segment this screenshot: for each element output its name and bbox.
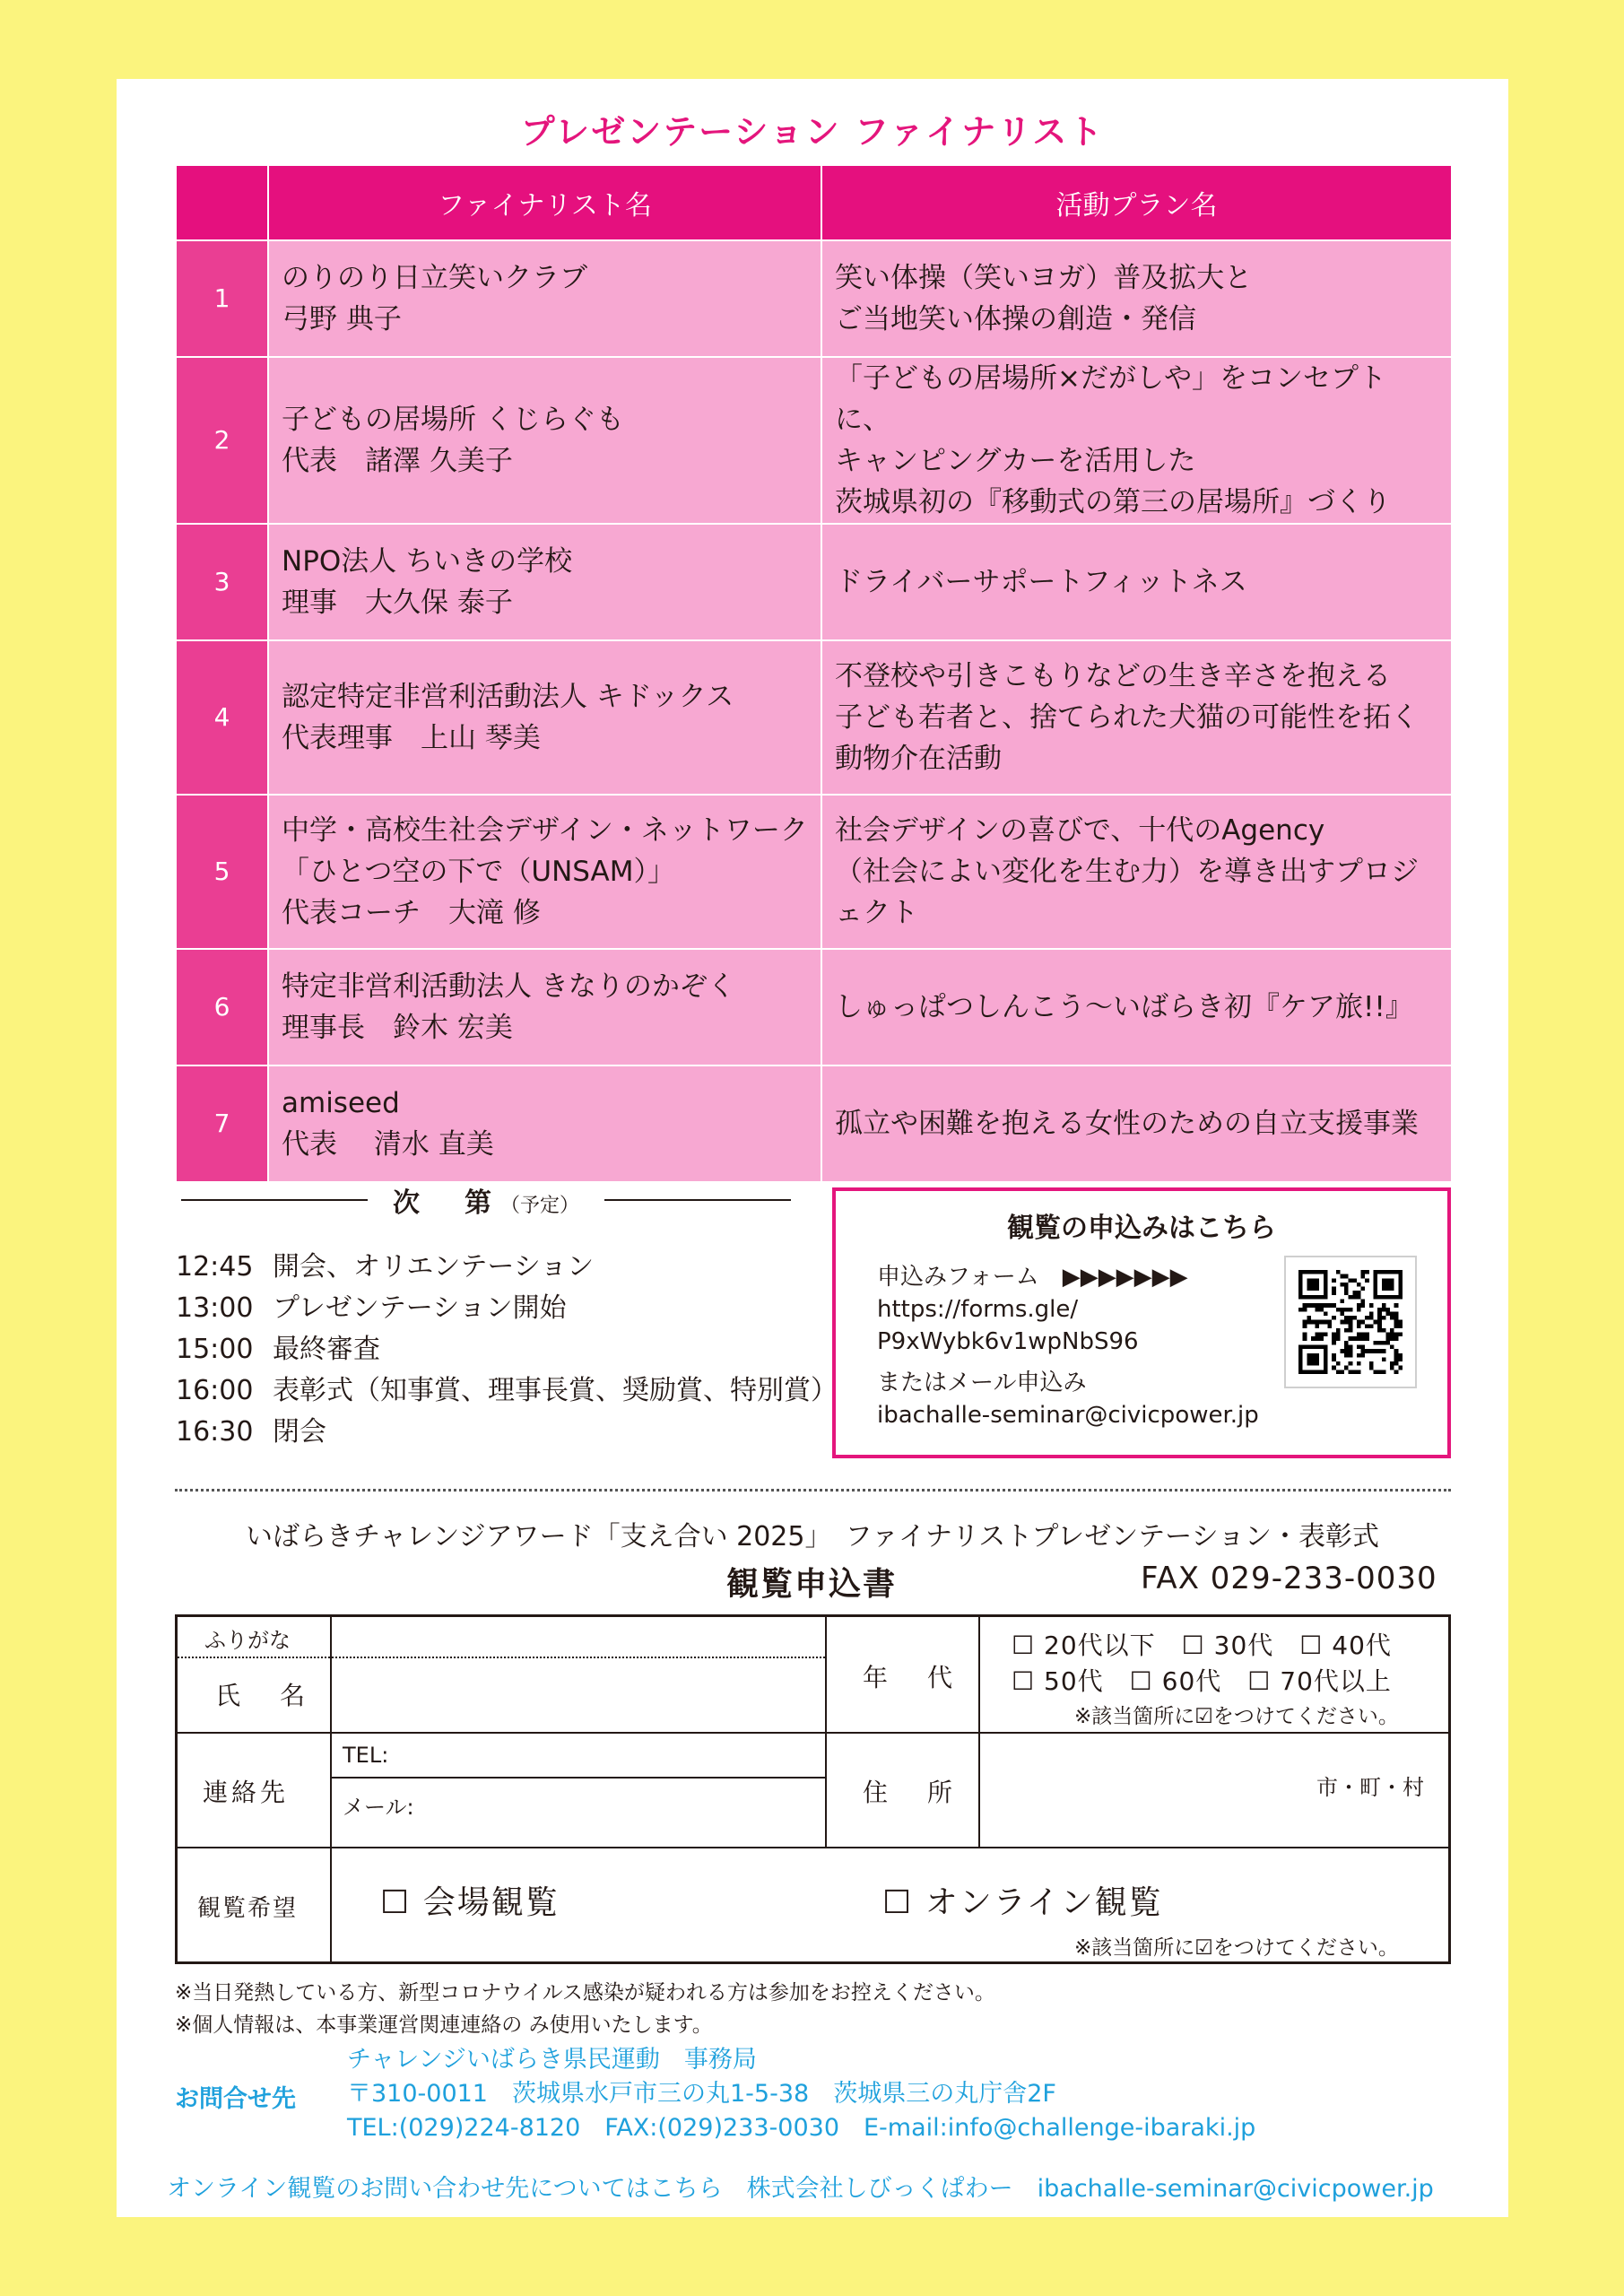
- furigana-label: ふりがな: [204, 1628, 291, 1653]
- schedule-label: 最終審査: [273, 1334, 380, 1365]
- apply-title: 観覧の申込みはこちら: [1007, 1213, 1276, 1244]
- name-label: 氏 名: [215, 1681, 313, 1710]
- row-number: 6: [176, 949, 268, 1065]
- table-row: [176, 949, 1452, 1065]
- finalist-name: [268, 524, 821, 640]
- flyer-page: [117, 79, 1508, 2217]
- tel-field[interactable]: [402, 1739, 820, 1771]
- apply-mail[interactable]: ibachalle-seminar@civicpower.jp: [877, 1402, 1259, 1429]
- plan-name: [821, 357, 1452, 524]
- finalist-name: [268, 1065, 821, 1182]
- cell-line: ドライバーサポートフィットネス: [835, 566, 1247, 598]
- row-number: 1: [176, 240, 268, 357]
- contact-head: お問合せ先: [175, 2085, 296, 2113]
- note-privacy: ※個人情報は、本事業運営関連連絡の み使用いたします。: [175, 2013, 713, 2037]
- cell-line: 子ども若者と、捨てられた犬猫の可能性を拓く: [835, 701, 1419, 734]
- divider: [604, 1199, 791, 1201]
- age-options-row1[interactable]: ☐ 20代以下 ☐ 30代 ☐ 40代: [1012, 1631, 1392, 1660]
- online-contact: オンライン観覧のお問い合わせ先についてはこちら 株式会社しびっくぱわー ibachalle-seminar@civicpower.jp: [167, 2175, 1434, 2203]
- schedule-item: [176, 1370, 838, 1412]
- contact-address: 〒310-0011 茨城県水戸市三の丸1-5-38 茨城県三の丸庁舎2F: [347, 2080, 1056, 2108]
- apply-form-label: 申込みフォーム ▶▶▶▶▶▶▶: [877, 1264, 1188, 1291]
- cut-line: [175, 1489, 1451, 1492]
- check-note-2: ※該当箇所に☑をつけてください。: [1074, 1936, 1399, 1960]
- cell-line: 代表コーチ 大滝 修: [282, 897, 541, 929]
- row-number: 3: [176, 524, 268, 640]
- cell-line: ご当地笑い体操の創造・発信: [835, 303, 1196, 335]
- contact-org: チャレンジいばらき県民運動 事務局: [347, 2046, 757, 2074]
- plan-name: [821, 949, 1452, 1065]
- cell-line: 「ひとつ空の下で（UNSAM）」: [282, 856, 675, 888]
- cell-line: 中学・高校生社会デザイン・ネットワーク: [282, 814, 808, 847]
- schedule-time: 16:30: [176, 1416, 254, 1448]
- cell-line: 代表 諸澤 久美子: [282, 445, 513, 477]
- schedule-time: 16:00: [176, 1375, 254, 1406]
- contact-label: 連絡先: [203, 1778, 290, 1807]
- age-label: 年 代: [863, 1663, 960, 1692]
- finalist-name: [268, 357, 821, 524]
- table-row: [176, 524, 1452, 640]
- apply-box: [832, 1187, 1451, 1458]
- header-plan: 活動プラン名: [821, 165, 1452, 240]
- finalist-name: [268, 640, 821, 795]
- plan-name: [821, 240, 1452, 357]
- finalist-name: [268, 795, 821, 949]
- section-title: プレゼンテーション ファイナリスト: [520, 112, 1105, 152]
- finalist-name: [268, 949, 821, 1065]
- schedule-time: 12:45: [176, 1251, 254, 1283]
- mail-field[interactable]: [420, 1784, 820, 1839]
- age-options-row2[interactable]: ☐ 50代 ☐ 60代 ☐ 70代以上: [1012, 1666, 1392, 1696]
- schedule-item: [176, 1247, 838, 1288]
- address-label: 住 所: [863, 1778, 960, 1807]
- row-number: 2: [176, 357, 268, 524]
- schedule-item: [176, 1288, 838, 1329]
- cell-line: 笑い体操（笑いヨガ）普及拡大と: [835, 262, 1253, 294]
- schedule-note: （予定）: [500, 1195, 580, 1217]
- plan-name: [821, 524, 1452, 640]
- cell-line: 不登校や引きこもりなどの生き辛さを抱える: [835, 660, 1391, 692]
- plan-name: [821, 795, 1452, 949]
- cell-line: （社会によい変化を生む力）を導き出すプロジェクト: [835, 856, 1419, 929]
- name-field[interactable]: [335, 1662, 820, 1726]
- note-fever: ※当日発熱している方、新型コロナウイルス感染が疑われる方は参加をお控えください。: [175, 1981, 995, 2005]
- cell-line: 「子どもの居場所×だがしや」をコンセプトに、: [835, 362, 1386, 436]
- schedule-label: 開会、オリエンテーション: [273, 1251, 595, 1283]
- finalists-table: [175, 164, 1453, 1183]
- cell-line: 動物介在活動: [835, 743, 1002, 775]
- cell-line: 茨城県初の『移動式の第三の居場所』づくり: [835, 486, 1391, 518]
- schedule-label: 閉会: [273, 1416, 326, 1448]
- divider: [181, 1199, 368, 1201]
- cell-line: 代表理事 上山 琴美: [282, 722, 541, 754]
- schedule-label: プレゼンテーション開始: [273, 1292, 567, 1324]
- cell-line: amiseed: [282, 1087, 400, 1119]
- apply-url-code[interactable]: P9xWybk6v1wpNbS96: [877, 1328, 1139, 1355]
- row-number: 7: [176, 1065, 268, 1182]
- table-row: [176, 357, 1452, 524]
- cell-line: 特定非営利活動法人 きなりのかぞく: [282, 970, 735, 1003]
- header-num: [176, 165, 268, 240]
- fax-number: FAX 029-233-0030: [1141, 1561, 1437, 1596]
- header-finalist: ファイナリスト名: [268, 165, 821, 240]
- application-form: [175, 1614, 1451, 1964]
- finalist-name: [268, 240, 821, 357]
- table-row: [176, 795, 1452, 949]
- tel-label: TEL:: [343, 1743, 389, 1768]
- table-header-row: [176, 165, 1452, 240]
- plan-name: [821, 1065, 1452, 1182]
- cell-line: NPO法人 ちいきの学校: [282, 545, 573, 578]
- table-row: [176, 1065, 1452, 1182]
- cell-line: 孤立や困難を抱える女性のための自立支援事業: [835, 1108, 1419, 1140]
- viewing-label: 観覧希望: [197, 1895, 299, 1922]
- contact-tel: TEL:(029)224-8120 FAX:(029)233-0030 E-mail:info@challenge-ibaraki.jp: [347, 2114, 1256, 2142]
- qr-code-icon[interactable]: [1284, 1256, 1417, 1388]
- schedule-item: [176, 1412, 838, 1453]
- venue-option[interactable]: ☐ 会場観覧: [380, 1884, 560, 1921]
- row-number: 4: [176, 640, 268, 795]
- schedule-heading: [181, 1182, 791, 1218]
- schedule-item: [176, 1329, 838, 1370]
- schedule-time: 15:00: [176, 1334, 254, 1365]
- cell-line: 弓野 典子: [282, 303, 402, 335]
- table-row: [176, 240, 1452, 357]
- row-number: 5: [176, 795, 268, 949]
- cell-line: 理事 大久保 泰子: [282, 587, 513, 619]
- cell-line: キャンピングカーを活用した: [835, 445, 1196, 477]
- check-note: ※該当箇所に☑をつけてください。: [1074, 1705, 1399, 1728]
- table-row: [176, 640, 1452, 795]
- city-label: 市・町・村: [1316, 1775, 1424, 1800]
- schedule-time: 13:00: [176, 1292, 254, 1324]
- apply-mail-label: またはメール申込み: [877, 1370, 1087, 1396]
- mail-label: メール:: [343, 1795, 414, 1820]
- notes: [175, 1977, 995, 2041]
- cell-line: 代表 清水 直美: [282, 1128, 494, 1161]
- furigana-field[interactable]: [335, 1621, 820, 1653]
- cell-line: のりのり日立笑いクラブ: [282, 262, 587, 294]
- cell-line: 認定特定非営利活動法人 キドックス: [282, 681, 734, 713]
- cell-line: 理事長 鈴木 宏美: [282, 1012, 513, 1044]
- cell-line: 社会デザインの喜びで、十代のAgency: [835, 814, 1325, 847]
- form-title: 観覧申込書: [726, 1566, 898, 1603]
- cell-line: しゅっぱつしんこう〜いばらき初『ケア旅!!』: [835, 991, 1413, 1023]
- online-option[interactable]: ☐ オンライン観覧: [882, 1884, 1163, 1921]
- address-field[interactable]: [985, 1737, 1307, 1841]
- schedule-label: 表彰式（知事賞、理事長賞、奨励賞、特別賞）: [273, 1375, 838, 1406]
- cell-line: 子どもの居場所 くじらぐも: [282, 404, 624, 436]
- schedule-title: 次 第: [393, 1187, 500, 1219]
- plan-name: [821, 640, 1452, 795]
- apply-url[interactable]: https://forms.gle/: [877, 1296, 1079, 1323]
- schedule-list: [176, 1247, 838, 1453]
- form-subtitle: いばらきチャレンジアワード「支え合い 2025」 ファイナリストプレゼンテーション・表彰式: [246, 1521, 1379, 1552]
